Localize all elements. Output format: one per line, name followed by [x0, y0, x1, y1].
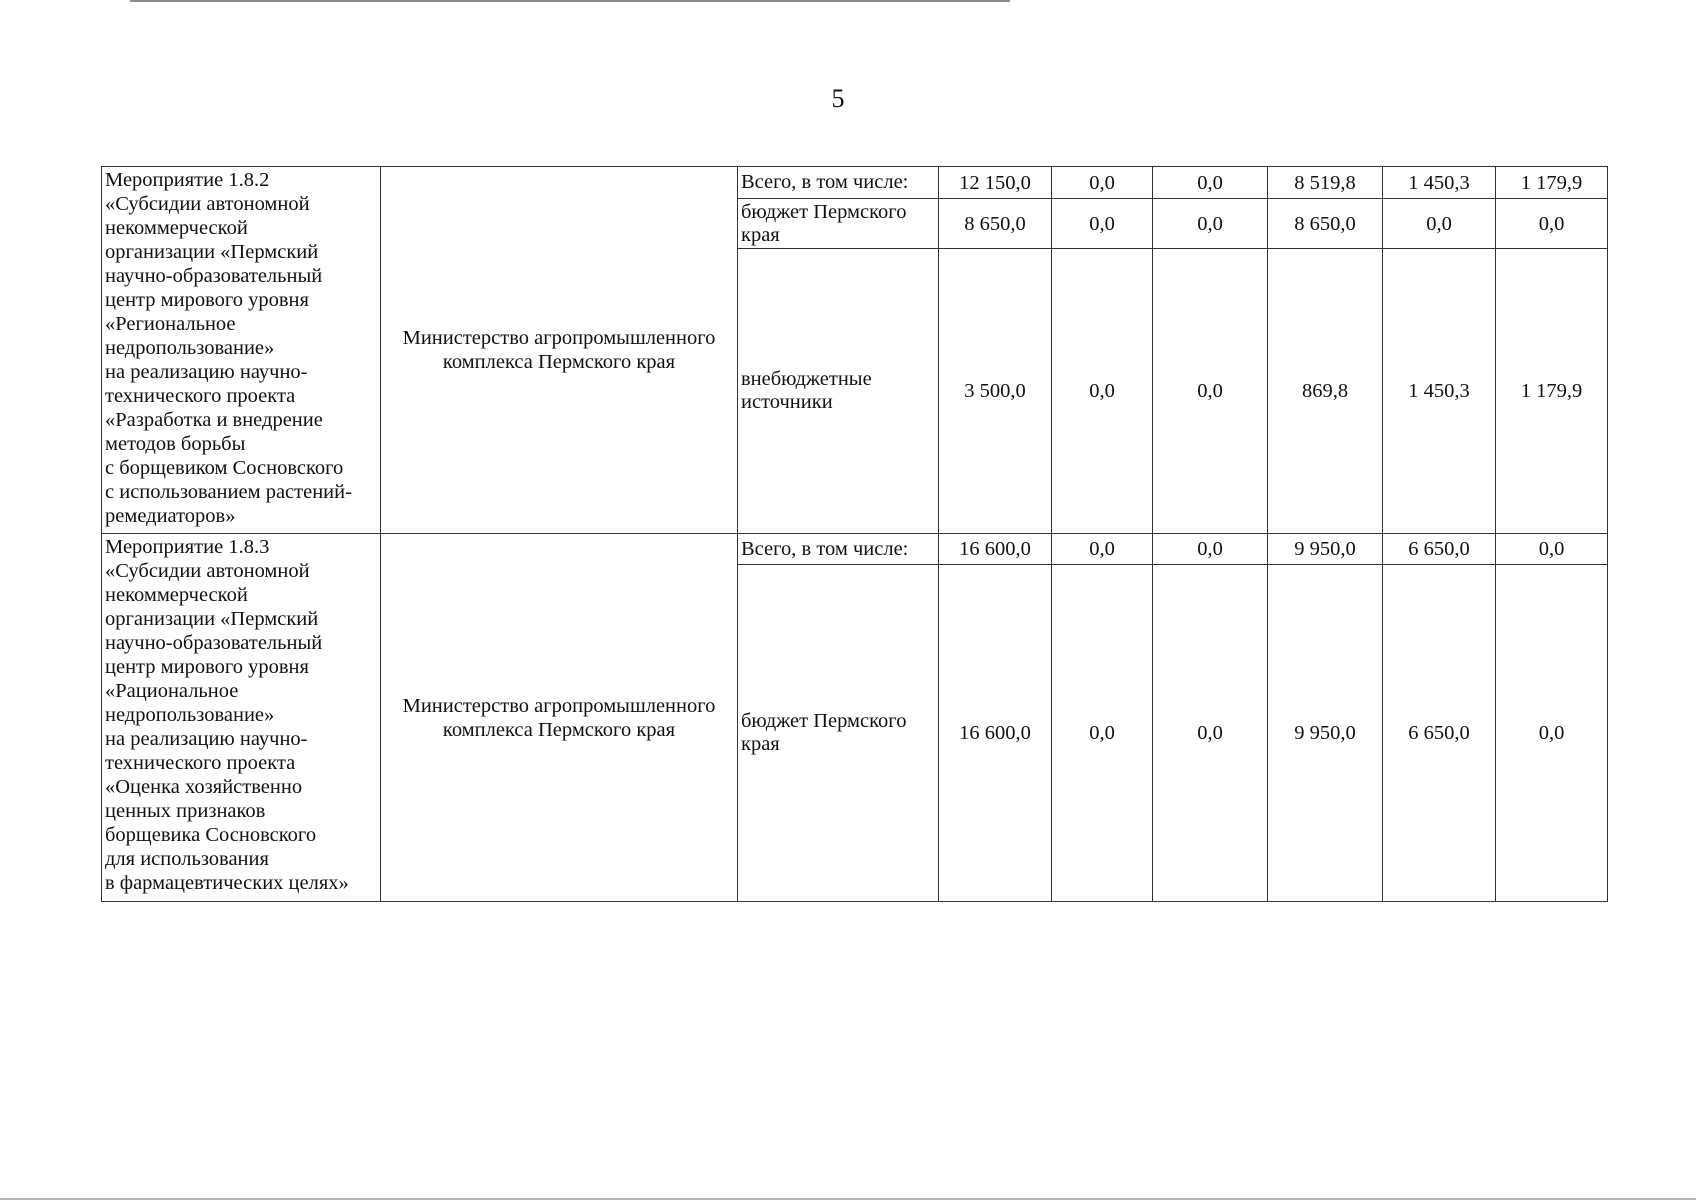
value-cell: 0,0	[1153, 534, 1268, 565]
value-cell: 16 600,0	[939, 565, 1052, 902]
value-cell: 0,0	[1052, 249, 1153, 534]
activity-description: Мероприятие 1.8.3 «Субсидии автономной некоммерческой организации «Пермский научно-образовательный центр мирового уровня «Рациональное недропользование» на реализацию научно- технического проекта «Оценка хозяйственно ценных признаков борщевика Сосновского для использования в фармацевтических целях»	[102, 534, 381, 902]
value-cell: 869,8	[1268, 249, 1383, 534]
executor-cell: Министерство агропромышленного комплекса Пермского края	[381, 167, 738, 534]
source-cell: Всего, в том числе:	[738, 534, 939, 565]
page-number: 5	[831, 84, 845, 113]
source-cell: бюджет Пермского края	[738, 199, 939, 249]
value-cell: 0,0	[1496, 534, 1608, 565]
value-cell: 0,0	[1496, 199, 1608, 249]
value-cell: 12 150,0	[939, 167, 1052, 199]
executor-cell: Министерство агропромышленного комплекса Пермского края	[381, 534, 738, 902]
value-cell: 9 950,0	[1268, 534, 1383, 565]
value-cell: 8 519,8	[1268, 167, 1383, 199]
value-cell: 1 450,3	[1383, 167, 1496, 199]
table-row	[102, 534, 1608, 565]
value-cell: 0,0	[1052, 534, 1153, 565]
value-cell: 8 650,0	[939, 199, 1052, 249]
value-cell: 6 650,0	[1383, 534, 1496, 565]
value-cell: 16 600,0	[939, 534, 1052, 565]
value-cell: 0,0	[1052, 199, 1153, 249]
value-cell: 0,0	[1496, 565, 1608, 902]
source-cell: Всего, в том числе:	[738, 167, 939, 199]
table-row	[102, 167, 1608, 199]
value-cell: 1 179,9	[1496, 167, 1608, 199]
value-cell: 0,0	[1052, 167, 1153, 199]
source-cell: внебюджетные источники	[738, 249, 939, 534]
value-cell: 0,0	[1153, 565, 1268, 902]
source-cell: бюджет Пермского края	[738, 565, 939, 902]
value-cell: 0,0	[1052, 565, 1153, 902]
value-cell: 1 450,3	[1383, 249, 1496, 534]
value-cell: 0,0	[1153, 167, 1268, 199]
scan-edge-top	[130, 0, 1010, 2]
value-cell: 3 500,0	[939, 249, 1052, 534]
value-cell: 6 650,0	[1383, 565, 1496, 902]
activity-description: Мероприятие 1.8.2 «Субсидии автономной некоммерческой организации «Пермский научно-образовательный центр мирового уровня «Региональное недропользование» на реализацию научно- технического проекта «Разработка и внедрение методов борьбы с борщевиком Сосновского с использованием растений- ремедиаторов»	[102, 167, 381, 534]
value-cell: 8 650,0	[1268, 199, 1383, 249]
value-cell: 9 950,0	[1268, 565, 1383, 902]
value-cell: 1 179,9	[1496, 249, 1608, 534]
value-cell: 0,0	[1153, 199, 1268, 249]
budget-table	[101, 166, 1608, 902]
value-cell: 0,0	[1383, 199, 1496, 249]
value-cell: 0,0	[1153, 249, 1268, 534]
